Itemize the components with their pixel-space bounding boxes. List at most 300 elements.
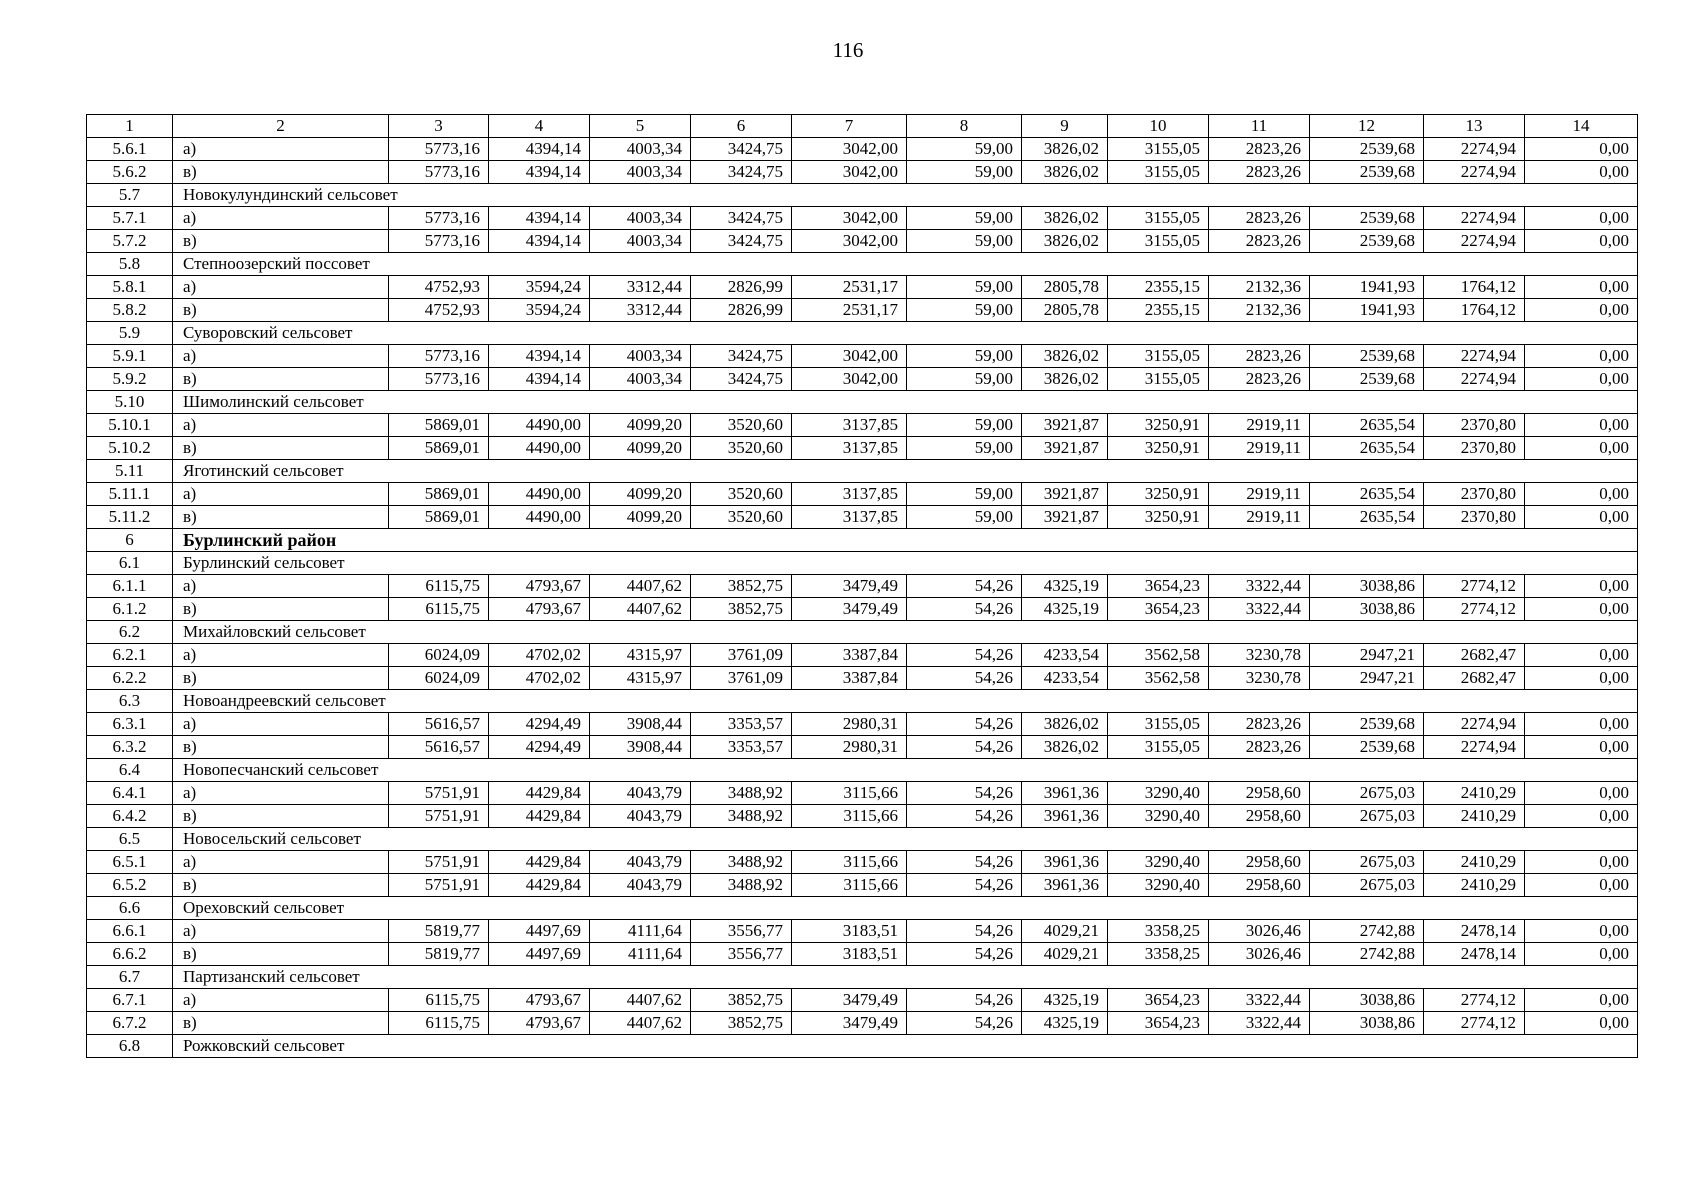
row-code: 6.1.1: [87, 575, 173, 598]
section-name: Ореховский сельсовет: [173, 897, 1638, 920]
table-cell: 3155,05: [1108, 161, 1209, 184]
table-cell: 2958,60: [1209, 782, 1310, 805]
table-cell: 2742,88: [1310, 943, 1424, 966]
table-row: [87, 874, 1638, 897]
table-cell: 4490,00: [489, 437, 590, 460]
table-cell: 0,00: [1525, 1012, 1638, 1035]
table-cell: 3042,00: [792, 207, 907, 230]
table-cell: 4394,14: [489, 207, 590, 230]
table-cell: 4429,84: [489, 851, 590, 874]
row-code: 6.1.2: [87, 598, 173, 621]
table-cell: 3852,75: [691, 1012, 792, 1035]
table-cell: 6115,75: [389, 989, 489, 1012]
table-cell: 59,00: [907, 345, 1022, 368]
table-cell: 3594,24: [489, 276, 590, 299]
table-cell: 0,00: [1525, 989, 1638, 1012]
table-cell: 4294,49: [489, 713, 590, 736]
table-cell: 5751,91: [389, 805, 489, 828]
row-label: а): [173, 575, 389, 598]
table-cell: 3556,77: [691, 920, 792, 943]
table-cell: 2274,94: [1424, 161, 1525, 184]
table-cell: 3322,44: [1209, 598, 1310, 621]
table-cell: 2823,26: [1209, 207, 1310, 230]
section-row: [87, 391, 1638, 414]
table-cell: 3488,92: [691, 782, 792, 805]
section-row: [87, 828, 1638, 851]
table-cell: 2774,12: [1424, 1012, 1525, 1035]
table-cell: 2805,78: [1022, 276, 1108, 299]
table-cell: 54,26: [907, 598, 1022, 621]
table-cell: 3026,46: [1209, 920, 1310, 943]
table-cell: 3424,75: [691, 345, 792, 368]
table-cell: 2274,94: [1424, 230, 1525, 253]
table-cell: 3654,23: [1108, 575, 1209, 598]
table-cell: 1764,12: [1424, 299, 1525, 322]
table-cell: 2274,94: [1424, 368, 1525, 391]
table-cell: 4003,34: [590, 138, 691, 161]
row-code: 5.9.2: [87, 368, 173, 391]
table-cell: 3358,25: [1108, 943, 1209, 966]
table-row: [87, 299, 1638, 322]
table-cell: 4003,34: [590, 230, 691, 253]
table-row: [87, 667, 1638, 690]
row-label: в): [173, 943, 389, 966]
table-cell: 3826,02: [1022, 736, 1108, 759]
table-cell: 54,26: [907, 575, 1022, 598]
table-cell: 5773,16: [389, 161, 489, 184]
section-name: Новопесчанский сельсовет: [173, 759, 1638, 782]
table-cell: 2774,12: [1424, 575, 1525, 598]
table-cell: 3290,40: [1108, 782, 1209, 805]
table-row: [87, 161, 1638, 184]
row-code: 6.6.1: [87, 920, 173, 943]
table-cell: 4394,14: [489, 230, 590, 253]
table-cell: 5869,01: [389, 414, 489, 437]
table-cell: 3520,60: [691, 437, 792, 460]
table-cell: 4233,54: [1022, 644, 1108, 667]
row-code: 5.11: [87, 460, 173, 483]
table-cell: 59,00: [907, 276, 1022, 299]
table-cell: 0,00: [1525, 575, 1638, 598]
section-name: Рожковский сельсовет: [173, 1035, 1638, 1058]
row-code: 5.9.1: [87, 345, 173, 368]
table-cell: 2826,99: [691, 276, 792, 299]
table-cell: 3520,60: [691, 414, 792, 437]
table-cell: 3038,86: [1310, 989, 1424, 1012]
table-cell: 3290,40: [1108, 805, 1209, 828]
table-cell: 2823,26: [1209, 230, 1310, 253]
row-label: в): [173, 299, 389, 322]
table-cell: 5616,57: [389, 713, 489, 736]
row-label: а): [173, 276, 389, 299]
table-cell: 3961,36: [1022, 805, 1108, 828]
section-row: [87, 184, 1638, 207]
table-cell: 3826,02: [1022, 368, 1108, 391]
table-cell: 4702,02: [489, 644, 590, 667]
column-header: 13: [1424, 115, 1525, 138]
table-cell: 3322,44: [1209, 989, 1310, 1012]
table-cell: 4793,67: [489, 1012, 590, 1035]
table-cell: 3038,86: [1310, 598, 1424, 621]
table-cell: 2539,68: [1310, 161, 1424, 184]
table-cell: 3488,92: [691, 851, 792, 874]
table-cell: 2478,14: [1424, 920, 1525, 943]
table-cell: 3424,75: [691, 161, 792, 184]
table-cell: 2682,47: [1424, 644, 1525, 667]
table-cell: 6115,75: [389, 575, 489, 598]
row-label: в): [173, 667, 389, 690]
table-cell: 2539,68: [1310, 230, 1424, 253]
table-cell: 5819,77: [389, 920, 489, 943]
table-cell: 2539,68: [1310, 345, 1424, 368]
table-cell: 4394,14: [489, 368, 590, 391]
table-cell: 2370,80: [1424, 414, 1525, 437]
table-cell: 3026,46: [1209, 943, 1310, 966]
table-cell: 0,00: [1525, 207, 1638, 230]
table-cell: 3038,86: [1310, 575, 1424, 598]
table-cell: 54,26: [907, 782, 1022, 805]
table-cell: 3852,75: [691, 989, 792, 1012]
table-cell: 0,00: [1525, 276, 1638, 299]
table-cell: 59,00: [907, 207, 1022, 230]
table-cell: 3479,49: [792, 575, 907, 598]
table-cell: 59,00: [907, 506, 1022, 529]
table-cell: 0,00: [1525, 299, 1638, 322]
table-cell: 2958,60: [1209, 851, 1310, 874]
table-cell: 3424,75: [691, 207, 792, 230]
table-cell: 3488,92: [691, 805, 792, 828]
table-row: [87, 368, 1638, 391]
table-cell: 2531,17: [792, 299, 907, 322]
column-header: 9: [1022, 115, 1108, 138]
table-cell: 6024,09: [389, 644, 489, 667]
table-cell: 3155,05: [1108, 736, 1209, 759]
row-code: 6.3.1: [87, 713, 173, 736]
row-code: 5.6.2: [87, 161, 173, 184]
row-code: 6.4.2: [87, 805, 173, 828]
row-label: в): [173, 598, 389, 621]
table-cell: 0,00: [1525, 345, 1638, 368]
tariff-table: [86, 114, 1638, 1058]
row-label: в): [173, 874, 389, 897]
table-cell: 4793,67: [489, 989, 590, 1012]
table-cell: 3042,00: [792, 138, 907, 161]
table-cell: 0,00: [1525, 920, 1638, 943]
table-cell: 5773,16: [389, 345, 489, 368]
table-cell: 3312,44: [590, 276, 691, 299]
table-cell: 4099,20: [590, 437, 691, 460]
row-label: в): [173, 805, 389, 828]
table-cell: 4029,21: [1022, 943, 1108, 966]
table-cell: 2635,54: [1310, 506, 1424, 529]
table-cell: 6024,09: [389, 667, 489, 690]
row-code: 6.6.2: [87, 943, 173, 966]
table-cell: 4003,34: [590, 368, 691, 391]
row-code: 5.10: [87, 391, 173, 414]
table-cell: 4003,34: [590, 207, 691, 230]
table-cell: 3042,00: [792, 230, 907, 253]
table-cell: 3250,91: [1108, 437, 1209, 460]
table-cell: 54,26: [907, 1012, 1022, 1035]
table-cell: 3479,49: [792, 1012, 907, 1035]
table-cell: 2539,68: [1310, 368, 1424, 391]
table-cell: 54,26: [907, 667, 1022, 690]
table-cell: 3322,44: [1209, 575, 1310, 598]
table-cell: 1941,93: [1310, 276, 1424, 299]
row-label: а): [173, 138, 389, 161]
district-name: Бурлинский район: [173, 529, 1638, 552]
row-code: 6.2.2: [87, 667, 173, 690]
table-cell: 1941,93: [1310, 299, 1424, 322]
row-label: а): [173, 644, 389, 667]
table-cell: 5773,16: [389, 230, 489, 253]
section-row: [87, 1035, 1638, 1058]
table-cell: 2675,03: [1310, 874, 1424, 897]
table-cell: 4429,84: [489, 874, 590, 897]
table-cell: 3353,57: [691, 713, 792, 736]
table-cell: 3038,86: [1310, 1012, 1424, 1035]
row-label: а): [173, 345, 389, 368]
table-cell: 4752,93: [389, 276, 489, 299]
table-cell: 2823,26: [1209, 138, 1310, 161]
table-cell: 3155,05: [1108, 368, 1209, 391]
table-cell: 2958,60: [1209, 874, 1310, 897]
table-cell: 2274,94: [1424, 207, 1525, 230]
table-body: [87, 115, 1638, 1058]
table-cell: 54,26: [907, 713, 1022, 736]
table-row: [87, 207, 1638, 230]
table-cell: 5751,91: [389, 782, 489, 805]
section-row: [87, 322, 1638, 345]
table-cell: 4111,64: [590, 943, 691, 966]
table-cell: 4394,14: [489, 138, 590, 161]
section-name: Новоандреевский сельсовет: [173, 690, 1638, 713]
table-cell: 3137,85: [792, 414, 907, 437]
table-cell: 3312,44: [590, 299, 691, 322]
table-cell: 54,26: [907, 644, 1022, 667]
table-cell: 2355,15: [1108, 299, 1209, 322]
table-cell: 4752,93: [389, 299, 489, 322]
section-name: Новосельский сельсовет: [173, 828, 1638, 851]
table-cell: 3479,49: [792, 598, 907, 621]
section-row: [87, 460, 1638, 483]
row-label: в): [173, 736, 389, 759]
table-cell: 2410,29: [1424, 851, 1525, 874]
row-code: 6.3: [87, 690, 173, 713]
page-number: 116: [832, 38, 864, 62]
table-row: [87, 345, 1638, 368]
table-cell: 0,00: [1525, 851, 1638, 874]
table-cell: 4793,67: [489, 575, 590, 598]
table-cell: 3562,58: [1108, 667, 1209, 690]
section-name: Партизанский сельсовет: [173, 966, 1638, 989]
table-cell: 4407,62: [590, 1012, 691, 1035]
table-cell: 3115,66: [792, 805, 907, 828]
table-cell: 4043,79: [590, 782, 691, 805]
table-cell: 3961,36: [1022, 851, 1108, 874]
table-cell: 3921,87: [1022, 483, 1108, 506]
section-row: [87, 759, 1638, 782]
row-label: в): [173, 161, 389, 184]
table-cell: 5751,91: [389, 874, 489, 897]
table-cell: 0,00: [1525, 805, 1638, 828]
table-cell: 4315,97: [590, 667, 691, 690]
table-cell: 3562,58: [1108, 644, 1209, 667]
row-code: 6.1: [87, 552, 173, 575]
section-row: [87, 690, 1638, 713]
table-cell: 4043,79: [590, 874, 691, 897]
table-cell: 3042,00: [792, 368, 907, 391]
row-label: в): [173, 230, 389, 253]
table-cell: 5773,16: [389, 138, 489, 161]
table-cell: 2410,29: [1424, 805, 1525, 828]
table-cell: 5869,01: [389, 483, 489, 506]
section-name: Шимолинский сельсовет: [173, 391, 1638, 414]
row-code: 6.8: [87, 1035, 173, 1058]
table-row: [87, 506, 1638, 529]
section-name: Суворовский сельсовет: [173, 322, 1638, 345]
table-cell: 54,26: [907, 874, 1022, 897]
table-cell: 2274,94: [1424, 736, 1525, 759]
table-cell: 0,00: [1525, 943, 1638, 966]
table-cell: 3921,87: [1022, 414, 1108, 437]
table-cell: 3387,84: [792, 667, 907, 690]
table-cell: 3556,77: [691, 943, 792, 966]
table-row: [87, 943, 1638, 966]
table-cell: 2823,26: [1209, 713, 1310, 736]
table-cell: 54,26: [907, 943, 1022, 966]
table-cell: 0,00: [1525, 874, 1638, 897]
table-row: [87, 989, 1638, 1012]
table-cell: 2675,03: [1310, 805, 1424, 828]
table-cell: 2539,68: [1310, 207, 1424, 230]
row-code: 5.10.1: [87, 414, 173, 437]
table-row: [87, 920, 1638, 943]
table-cell: 4099,20: [590, 506, 691, 529]
table-cell: 59,00: [907, 161, 1022, 184]
table-cell: 3230,78: [1209, 644, 1310, 667]
table-cell: 2947,21: [1310, 667, 1424, 690]
table-cell: 4043,79: [590, 851, 691, 874]
row-code: 6.7.1: [87, 989, 173, 1012]
row-label: в): [173, 368, 389, 391]
row-code: 6.5.2: [87, 874, 173, 897]
table-cell: 3250,91: [1108, 414, 1209, 437]
table-cell: 3155,05: [1108, 713, 1209, 736]
table-cell: 6115,75: [389, 1012, 489, 1035]
row-code: 6.6: [87, 897, 173, 920]
table-cell: 5773,16: [389, 207, 489, 230]
table-cell: 0,00: [1525, 483, 1638, 506]
table-cell: 54,26: [907, 989, 1022, 1012]
table-cell: 2370,80: [1424, 483, 1525, 506]
table-cell: 3654,23: [1108, 598, 1209, 621]
section-row: [87, 552, 1638, 575]
table-cell: 2823,26: [1209, 161, 1310, 184]
table-cell: 0,00: [1525, 667, 1638, 690]
table-row: [87, 736, 1638, 759]
table-cell: 2919,11: [1209, 483, 1310, 506]
table-row: [87, 805, 1638, 828]
table-cell: 5616,57: [389, 736, 489, 759]
table-cell: 2958,60: [1209, 805, 1310, 828]
table-cell: 4490,00: [489, 483, 590, 506]
table-cell: 2370,80: [1424, 506, 1525, 529]
table-cell: 2774,12: [1424, 989, 1525, 1012]
section-name: Михайловский сельсовет: [173, 621, 1638, 644]
table-row: [87, 437, 1638, 460]
column-header: 2: [173, 115, 389, 138]
row-code: 6.4.1: [87, 782, 173, 805]
table-cell: 59,00: [907, 299, 1022, 322]
column-header: 11: [1209, 115, 1310, 138]
table-cell: 3908,44: [590, 713, 691, 736]
table-cell: 0,00: [1525, 782, 1638, 805]
table-cell: 3137,85: [792, 483, 907, 506]
table-cell: 2919,11: [1209, 437, 1310, 460]
table-cell: 2410,29: [1424, 782, 1525, 805]
table-cell: 5869,01: [389, 506, 489, 529]
column-header: 10: [1108, 115, 1209, 138]
table-cell: 3137,85: [792, 437, 907, 460]
table-cell: 4111,64: [590, 920, 691, 943]
section-name: Новокулундинский сельсовет: [173, 184, 1638, 207]
section-name: Степноозерский поссовет: [173, 253, 1638, 276]
row-label: в): [173, 437, 389, 460]
column-header: 6: [691, 115, 792, 138]
table-cell: 3961,36: [1022, 782, 1108, 805]
table-cell: 59,00: [907, 230, 1022, 253]
row-label: а): [173, 920, 389, 943]
table-cell: 3479,49: [792, 989, 907, 1012]
table-cell: 4429,84: [489, 782, 590, 805]
table-cell: 2774,12: [1424, 598, 1525, 621]
table-cell: 2539,68: [1310, 736, 1424, 759]
table-cell: 4325,19: [1022, 989, 1108, 1012]
table-cell: 3852,75: [691, 598, 792, 621]
table-cell: 5751,91: [389, 851, 489, 874]
table-cell: 0,00: [1525, 506, 1638, 529]
table-cell: 2675,03: [1310, 851, 1424, 874]
table-row: [87, 276, 1638, 299]
table-cell: 3115,66: [792, 782, 907, 805]
table-cell: 2947,21: [1310, 644, 1424, 667]
column-header: 8: [907, 115, 1022, 138]
row-code: 5.8: [87, 253, 173, 276]
column-header: 7: [792, 115, 907, 138]
table-cell: 3290,40: [1108, 874, 1209, 897]
table-cell: 3358,25: [1108, 920, 1209, 943]
table-cell: 4315,97: [590, 644, 691, 667]
table-cell: 2355,15: [1108, 276, 1209, 299]
table-cell: 2370,80: [1424, 437, 1525, 460]
table-cell: 3761,09: [691, 644, 792, 667]
column-header: 14: [1525, 115, 1638, 138]
row-code: 5.11.2: [87, 506, 173, 529]
table-cell: 2274,94: [1424, 345, 1525, 368]
table-cell: 4702,02: [489, 667, 590, 690]
row-code: 6.2.1: [87, 644, 173, 667]
table-cell: 2919,11: [1209, 414, 1310, 437]
table-cell: 3826,02: [1022, 230, 1108, 253]
row-code: 6.2: [87, 621, 173, 644]
row-code: 6.5: [87, 828, 173, 851]
table-row: [87, 644, 1638, 667]
table-cell: 2826,99: [691, 299, 792, 322]
table-cell: 54,26: [907, 920, 1022, 943]
table-cell: 2742,88: [1310, 920, 1424, 943]
table-row: [87, 414, 1638, 437]
